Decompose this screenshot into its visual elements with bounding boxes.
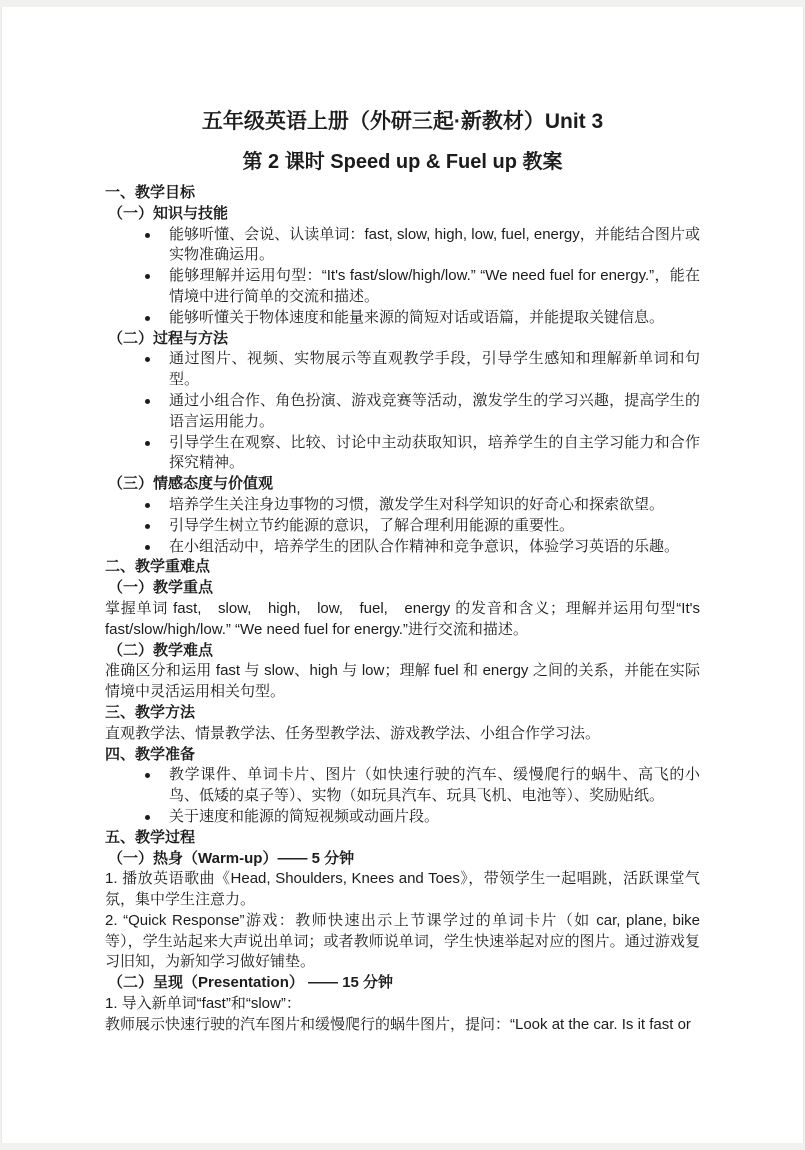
- list-item: 能够听懂、会说、认读单词：fast, slow, high, low, fuel, energy，并能结合图片或实物准确运用。: [105, 225, 700, 267]
- document-body: [105, 183, 700, 1036]
- section-heading: 五、教学过程: [105, 828, 196, 846]
- list-item: 培养学生关注身边事物的习惯，激发学生对科学知识的好奇心和探索欲望。: [105, 495, 700, 516]
- section-heading: （三）情感态度与价值观: [108, 475, 274, 493]
- section-heading: （一）知识与技能: [108, 204, 229, 222]
- paragraph: 2. “Quick Response”游戏：教师快速出示上节课学过的单词卡片（如 car, plane, bike 等），学生站起来大声说出单词；或者教师说单词，学生快速举起对应的图片。通过游戏复习旧知，为新知学习做好铺垫。: [105, 911, 700, 971]
- paragraph: 直观教学法、情景教学法、任务型教学法、游戏教学法、小组合作学习法。: [105, 724, 601, 742]
- document-title: 五年级英语上册（外研三起·新教材）Unit 3: [201, 110, 604, 133]
- document-page: [1, 7, 804, 1143]
- list-item: 教学课件、单词卡片、图片（如快速行驶的汽车、缓慢爬行的蜗牛、高飞的小鸟、低矮的桌子等）、实物（如玩具汽车、玩具飞机、电池等）、奖励贴纸。: [105, 765, 700, 807]
- list-item: 关于速度和能源的简短视频或动画片段。: [105, 807, 700, 828]
- list-item: 能够理解并运用句型：“It's fast/slow/high/low.” “We need fuel for energy.”，能在情境中进行简单的交流和描述。: [105, 266, 700, 308]
- section-heading: （二）过程与方法: [108, 329, 229, 347]
- paragraph: 掌握单词 fast, slow, high, low, fuel, energy 的发音和含义；理解并运用句型“It's fast/slow/high/low.” “We need fuel for energy.”进行交流和描述。: [105, 599, 700, 638]
- section-heading: 二、教学重难点: [105, 558, 211, 576]
- paragraph: 教师展示快速行驶的汽车图片和缓慢爬行的蜗牛图片，提问：“Look at the car. Is it fast or: [105, 1015, 691, 1033]
- section-heading: 三、教学方法: [105, 703, 196, 721]
- section-heading: 四、教学准备: [105, 745, 196, 763]
- document-content: [2, 107, 803, 1036]
- list-item: 引导学生树立节约能源的意识，了解合理利用能源的重要性。: [105, 516, 700, 537]
- list-item: 引导学生在观察、比较、讨论中主动获取知识，培养学生的自主学习能力和合作探究精神。: [105, 433, 700, 475]
- section-heading: 一、教学目标: [105, 184, 196, 201]
- section-heading: （一）热身（Warm-up）—— 5 分钟: [108, 849, 355, 867]
- section-heading: （二）教学难点: [108, 641, 214, 659]
- section-heading: （一）教学重点: [108, 579, 214, 597]
- document-subtitle: 第 2 课时 Speed up & Fuel up 教案: [242, 151, 563, 173]
- section-heading: （二）呈现（Presentation） —— 15 分钟: [108, 974, 394, 992]
- list-item: 能够听懂关于物体速度和能量来源的简短对话或语篇，并能提取关键信息。: [105, 308, 700, 329]
- paragraph: 1. 播放英语歌曲《Head, Shoulders, Knees and Toes》，带领学生一起唱跳，活跃课堂气氛，集中学生注意力。: [105, 870, 700, 909]
- list-item: 在小组活动中，培养学生的团队合作精神和竞争意识，体验学习英语的乐趣。: [105, 537, 700, 558]
- paragraph: 准确区分和运用 fast 与 slow、high 与 low；理解 fuel 和 energy 之间的关系，并能在实际情境中灵活运用相关句型。: [105, 662, 700, 701]
- paragraph: 1. 导入新单词“fast”和“slow”：: [105, 995, 301, 1013]
- list-item: 通过小组合作、角色扮演、游戏竞赛等活动，激发学生的学习兴趣，提高学生的语言运用能力。: [105, 391, 700, 433]
- list-item: 通过图片、视频、实物展示等直观教学手段，引导学生感知和理解新单词和句型。: [105, 349, 700, 391]
